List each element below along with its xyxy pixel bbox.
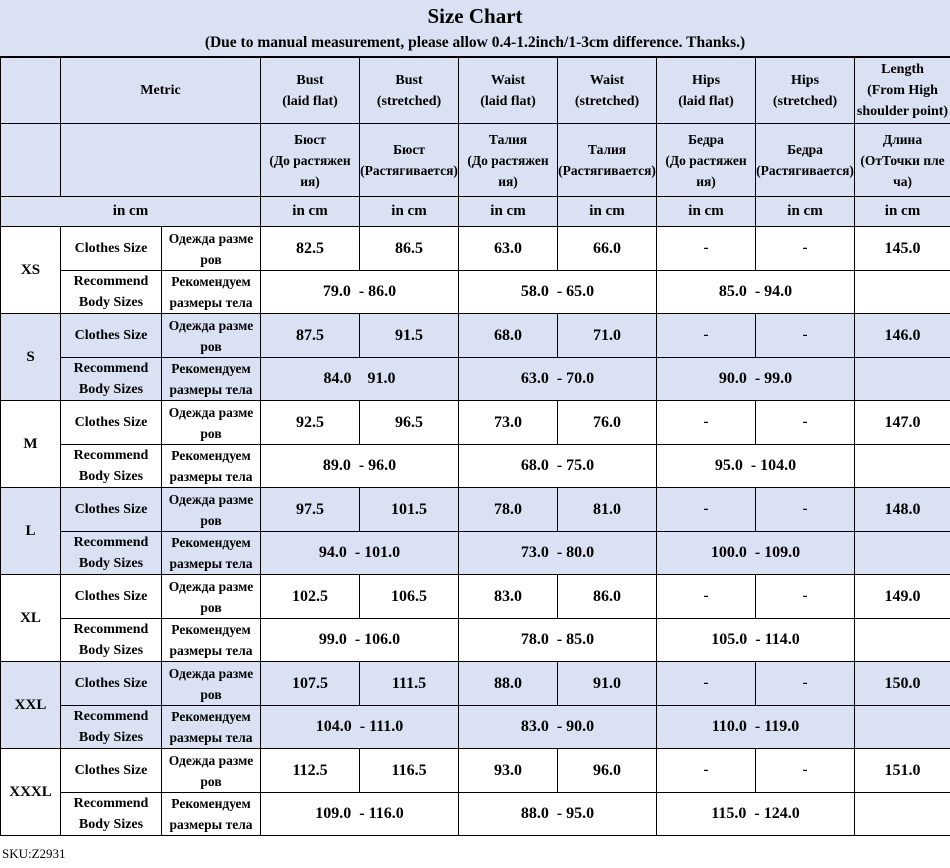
recommend-label-ru xyxy=(162,445,261,488)
sku-label: SKU:Z2931 xyxy=(2,846,66,861)
clothes-value: 102.5 xyxy=(261,575,360,619)
unit-cell: in cm xyxy=(459,197,558,227)
unit-cell: in cm xyxy=(756,197,855,227)
table-row xyxy=(1,488,950,532)
clothes-value: 92.5 xyxy=(261,401,360,445)
header-line: Талия xyxy=(488,131,528,147)
header-line: (До растяжен xyxy=(665,152,747,168)
recommend-range xyxy=(261,619,459,662)
recommend-range xyxy=(657,271,855,314)
recommend-length-blank xyxy=(855,619,950,662)
clothes-size-label-ru xyxy=(162,575,261,619)
page-subtitle: (Due to manual measurement, please allow 0.4-1.2inch/1-3cm difference. Thanks.) xyxy=(204,34,746,51)
table-row xyxy=(1,749,950,793)
label-line: размеры тела xyxy=(169,295,253,310)
label-line: Одежда разме xyxy=(168,404,254,420)
header-line: Body Sizes xyxy=(78,556,144,571)
page-title: Size Chart xyxy=(427,4,523,28)
column-header-ru xyxy=(756,124,855,197)
clothes-size-label-ru xyxy=(162,749,261,793)
clothes-value: 145.0 xyxy=(855,227,950,271)
recommend-range xyxy=(657,445,855,488)
clothes-value: 87.5 xyxy=(261,314,360,358)
header-line: Waist xyxy=(589,72,625,88)
header-line: (laid flat) xyxy=(480,93,536,109)
recommend-range xyxy=(657,532,855,575)
header-line: (ОтТочки пле xyxy=(860,152,945,168)
header-line: Бедра xyxy=(688,131,724,147)
clothes-value: 151.0 xyxy=(855,749,950,793)
clothes-size-label-ru xyxy=(162,227,261,271)
size-name: XS xyxy=(1,227,61,314)
clothes-value: 78.0 xyxy=(459,488,558,532)
column-header-en xyxy=(756,58,855,124)
table-row xyxy=(1,793,950,836)
clothes-value: - xyxy=(756,314,855,358)
clothes-value: - xyxy=(756,749,855,793)
clothes-value: 83.0 xyxy=(459,575,558,619)
header-line: Hips xyxy=(791,72,820,88)
header-line: Recommend xyxy=(73,622,149,637)
label-line: ров xyxy=(200,686,222,702)
column-header-en xyxy=(261,58,360,124)
header-blank-cell xyxy=(61,124,261,197)
range-value: 99.0 - 106.0 xyxy=(318,631,401,648)
recommend-range xyxy=(261,793,459,836)
label-line: Рекомендуем xyxy=(171,535,251,550)
recommend-label xyxy=(61,358,162,401)
clothes-value: - xyxy=(657,575,756,619)
range-value: 63.0 - 70.0 xyxy=(520,370,595,387)
label-line: Рекомендуем xyxy=(171,361,251,376)
recommend-range xyxy=(657,619,855,662)
range-value: 115.0 - 124.0 xyxy=(711,805,800,822)
header-line: (Растягивается) xyxy=(360,163,458,178)
clothes-size-label: Clothes Size xyxy=(61,575,162,619)
recommend-label-ru xyxy=(162,706,261,749)
recommend-label xyxy=(61,271,162,314)
clothes-value: 97.5 xyxy=(261,488,360,532)
clothes-value: - xyxy=(657,662,756,706)
recommend-length-blank xyxy=(855,358,950,401)
size-chart-table xyxy=(0,57,950,836)
header-line: Body Sizes xyxy=(78,295,144,310)
header-line: Бюст xyxy=(393,142,425,157)
label-line: размеры тела xyxy=(169,556,253,571)
range-value: 78.0 - 85.0 xyxy=(520,631,595,648)
range-value: 88.0 - 95.0 xyxy=(520,805,595,822)
header-line: (До растяжен xyxy=(467,152,549,168)
label-line: Одежда разме xyxy=(168,230,254,246)
recommend-label-ru xyxy=(162,532,261,575)
table-row xyxy=(1,662,950,706)
header-line: (laid flat) xyxy=(678,93,734,109)
clothes-size-label-ru xyxy=(162,401,261,445)
title-banner xyxy=(0,0,950,57)
header-line: ча) xyxy=(893,173,912,189)
recommend-label xyxy=(61,619,162,662)
recommend-label-ru xyxy=(162,358,261,401)
header-line: Бюст xyxy=(294,131,326,147)
range-value: 73.0 - 80.0 xyxy=(520,544,595,561)
clothes-value: 93.0 xyxy=(459,749,558,793)
clothes-size-label: Clothes Size xyxy=(61,401,162,445)
header-line: Body Sizes xyxy=(78,643,144,658)
label-line: ров xyxy=(200,251,222,267)
header-line: Body Sizes xyxy=(78,817,144,832)
header-line: Длина xyxy=(882,131,923,147)
recommend-range xyxy=(261,445,459,488)
label-line: Рекомендуем xyxy=(171,274,251,289)
column-header-en xyxy=(855,58,950,124)
range-value: 104.0 - 111.0 xyxy=(315,718,404,735)
header-line: Recommend xyxy=(73,361,149,376)
label-line: ров xyxy=(200,425,222,441)
recommend-range xyxy=(459,271,657,314)
clothes-value: 71.0 xyxy=(558,314,657,358)
recommend-label xyxy=(61,532,162,575)
recommend-label xyxy=(61,793,162,836)
clothes-value: 88.0 xyxy=(459,662,558,706)
clothes-value: 86.5 xyxy=(360,227,459,271)
recommend-range xyxy=(459,532,657,575)
size-name: S xyxy=(1,314,61,401)
recommend-range xyxy=(459,445,657,488)
unit-cell: in cm xyxy=(558,197,657,227)
clothes-value: 91.0 xyxy=(558,662,657,706)
size-name: M xyxy=(1,401,61,488)
table-row xyxy=(1,401,950,445)
range-value: 68.0 - 75.0 xyxy=(520,457,595,474)
table-row xyxy=(1,358,950,401)
column-header-ru xyxy=(855,124,950,197)
range-value: 94.0 - 101.0 xyxy=(318,544,401,561)
unit-cell: in cm xyxy=(855,197,950,227)
label-line: размеры тела xyxy=(169,730,253,745)
table-row xyxy=(1,575,950,619)
recommend-length-blank xyxy=(855,445,950,488)
clothes-value: 150.0 xyxy=(855,662,950,706)
column-header-ru xyxy=(261,124,360,197)
clothes-size-label-ru xyxy=(162,488,261,532)
clothes-value: - xyxy=(657,401,756,445)
recommend-range xyxy=(261,271,459,314)
range-value: 89.0 - 96.0 xyxy=(322,457,397,474)
table-row xyxy=(1,619,950,662)
recommend-label xyxy=(61,445,162,488)
recommend-length-blank xyxy=(855,271,950,314)
range-value: 105.0 - 114.0 xyxy=(711,631,800,648)
header-line: (Растягивается) xyxy=(756,163,854,178)
header-line: (From High xyxy=(867,83,938,98)
clothes-value: 76.0 xyxy=(558,401,657,445)
table-row xyxy=(1,532,950,575)
clothes-value: 82.5 xyxy=(261,227,360,271)
label-line: Одежда разме xyxy=(168,752,254,768)
column-header-ru xyxy=(459,124,558,197)
table-row xyxy=(1,706,950,749)
recommend-length-blank xyxy=(855,706,950,749)
recommend-range xyxy=(459,358,657,401)
label-line: ров xyxy=(200,599,222,615)
unit-cell: in cm xyxy=(360,197,459,227)
header-line: Recommend xyxy=(73,709,149,724)
label-line: Рекомендуем xyxy=(171,622,251,637)
clothes-value: 107.5 xyxy=(261,662,360,706)
clothes-value: - xyxy=(657,488,756,532)
label-line: размеры тела xyxy=(169,643,253,658)
recommend-range xyxy=(657,793,855,836)
column-header-ru xyxy=(360,124,459,197)
recommend-range xyxy=(657,358,855,401)
header-metric: Metric xyxy=(61,58,261,124)
unit-cell: in cm xyxy=(261,197,360,227)
clothes-size-label: Clothes Size xyxy=(61,314,162,358)
header-line: Body Sizes xyxy=(78,469,144,484)
clothes-value: 147.0 xyxy=(855,401,950,445)
clothes-value: - xyxy=(657,314,756,358)
clothes-value: 148.0 xyxy=(855,488,950,532)
clothes-value: 66.0 xyxy=(558,227,657,271)
recommend-label-ru xyxy=(162,793,261,836)
size-name: XL xyxy=(1,575,61,662)
header-line: Recommend xyxy=(73,535,149,550)
clothes-size-label: Clothes Size xyxy=(61,749,162,793)
recommend-range xyxy=(459,706,657,749)
header-line: Бедра xyxy=(787,142,823,157)
label-line: Рекомендуем xyxy=(171,448,251,463)
recommend-label-ru xyxy=(162,271,261,314)
unit-cell: in cm xyxy=(657,197,756,227)
range-value: 85.0 - 94.0 xyxy=(718,283,793,300)
recommend-label xyxy=(61,706,162,749)
header-line: Hips xyxy=(692,72,721,88)
range-value: 84.0 91.0 xyxy=(323,370,396,387)
clothes-value: 68.0 xyxy=(459,314,558,358)
column-header-ru xyxy=(558,124,657,197)
header-line: Length xyxy=(881,62,924,77)
clothes-value: 91.5 xyxy=(360,314,459,358)
clothes-size-label: Clothes Size xyxy=(61,227,162,271)
recommend-range xyxy=(459,619,657,662)
clothes-value: 106.5 xyxy=(360,575,459,619)
label-line: размеры тела xyxy=(169,817,253,832)
label-line: размеры тела xyxy=(169,469,253,484)
range-value: 58.0 - 65.0 xyxy=(520,283,595,300)
label-line: ров xyxy=(200,512,222,528)
header-line: (stretched) xyxy=(772,93,838,109)
header-line: shoulder point) xyxy=(856,104,949,119)
size-name: XXL xyxy=(1,662,61,749)
header-line: Талия xyxy=(587,142,627,157)
clothes-value: 96.5 xyxy=(360,401,459,445)
header-line: Bust xyxy=(296,72,324,88)
column-header-ru xyxy=(657,124,756,197)
column-header-en xyxy=(459,58,558,124)
header-line: Waist xyxy=(490,72,526,88)
column-header-en xyxy=(657,58,756,124)
header-line: Recommend xyxy=(73,448,149,463)
label-line: Рекомендуем xyxy=(171,709,251,724)
header-line: ия) xyxy=(300,173,320,189)
range-value: 109.0 - 116.0 xyxy=(315,805,404,822)
range-value: 100.0 - 109.0 xyxy=(710,544,801,561)
recommend-length-blank xyxy=(855,793,950,836)
table-row xyxy=(1,445,950,488)
size-name: XXXL xyxy=(1,749,61,836)
header-line: ия) xyxy=(498,173,518,189)
header-line: (Растягивается) xyxy=(558,163,656,178)
clothes-value: 73.0 xyxy=(459,401,558,445)
clothes-value: 101.5 xyxy=(360,488,459,532)
clothes-value: - xyxy=(756,401,855,445)
recommend-length-blank xyxy=(855,532,950,575)
clothes-size-label-ru xyxy=(162,662,261,706)
clothes-size-label-ru xyxy=(162,314,261,358)
clothes-value: 149.0 xyxy=(855,575,950,619)
header-line: Body Sizes xyxy=(78,730,144,745)
header-line: Recommend xyxy=(73,274,149,289)
clothes-value: 81.0 xyxy=(558,488,657,532)
label-line: ров xyxy=(200,773,222,789)
range-value: 83.0 - 90.0 xyxy=(520,718,595,735)
clothes-value: 63.0 xyxy=(459,227,558,271)
header-line: Body Sizes xyxy=(78,382,144,397)
clothes-value: 112.5 xyxy=(261,749,360,793)
label-line: Одежда разме xyxy=(168,578,254,594)
recommend-range xyxy=(459,793,657,836)
header-line: (stretched) xyxy=(376,93,442,109)
clothes-value: 146.0 xyxy=(855,314,950,358)
clothes-size-label: Clothes Size xyxy=(61,662,162,706)
label-line: Одежда разме xyxy=(168,317,254,333)
size-name: L xyxy=(1,488,61,575)
recommend-range xyxy=(657,706,855,749)
range-value: 110.0 - 119.0 xyxy=(711,718,800,735)
header-line: Bust xyxy=(395,72,423,88)
header-line: (laid flat) xyxy=(282,93,338,109)
clothes-value: 96.0 xyxy=(558,749,657,793)
clothes-value: - xyxy=(756,575,855,619)
header-line: (До растяжен xyxy=(269,152,351,168)
label-line: ров xyxy=(200,338,222,354)
header-line: ия) xyxy=(696,173,716,189)
clothes-value: - xyxy=(756,227,855,271)
range-value: 95.0 - 104.0 xyxy=(714,457,797,474)
header-line: Recommend xyxy=(73,796,149,811)
clothes-value: - xyxy=(756,662,855,706)
table-row xyxy=(1,227,950,271)
recommend-range xyxy=(261,706,459,749)
range-value: 90.0 - 99.0 xyxy=(718,370,793,387)
label-line: Одежда разме xyxy=(168,491,254,507)
clothes-value: - xyxy=(657,227,756,271)
clothes-value: - xyxy=(657,749,756,793)
label-line: размеры тела xyxy=(169,382,253,397)
column-header-en xyxy=(360,58,459,124)
column-header-en xyxy=(558,58,657,124)
label-line: Рекомендуем xyxy=(171,796,251,811)
clothes-value: 116.5 xyxy=(360,749,459,793)
clothes-value: 111.5 xyxy=(360,662,459,706)
header-line: (stretched) xyxy=(574,93,640,109)
clothes-value: - xyxy=(756,488,855,532)
range-value: 79.0 - 86.0 xyxy=(322,283,397,300)
table-row xyxy=(1,271,950,314)
header-blank-cell xyxy=(1,58,61,124)
header-blank-cell xyxy=(1,124,61,197)
label-line: Одежда разме xyxy=(168,665,254,681)
recommend-range xyxy=(261,358,459,401)
clothes-size-label: Clothes Size xyxy=(61,488,162,532)
recommend-range xyxy=(261,532,459,575)
recommend-label-ru xyxy=(162,619,261,662)
unit-label: in cm xyxy=(1,197,261,227)
table-row xyxy=(1,314,950,358)
clothes-value: 86.0 xyxy=(558,575,657,619)
